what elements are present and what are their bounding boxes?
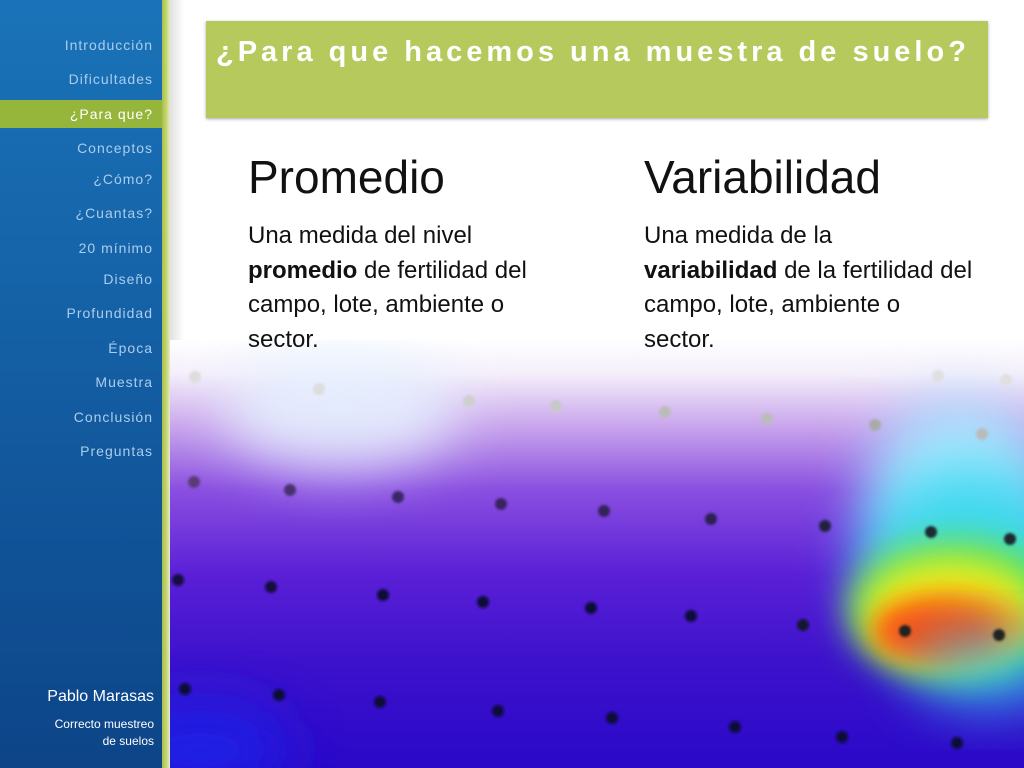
slide-title: ¿Para que hacemos una muestra de suelo? [216,36,970,68]
body-promedio-pre: Una medida del nivel [248,222,473,249]
sidebar-edge-divider [162,0,170,768]
heading-promedio: Promedio [248,151,445,203]
body-variabilidad [644,219,974,357]
body-promedio-post: de fertilidad del campo, lote, ambiente o sector. [248,256,527,353]
nav-item-introduccion[interactable]: Introducción [64,37,153,53]
nav-item-conceptos[interactable]: Conceptos [77,140,153,156]
author-name: Pablo Marasas [47,688,154,705]
nav-item-como[interactable]: ¿Cómo? [93,171,153,187]
body-variabilidad-pre: Una medida de la [644,222,833,249]
nav-item-cuantas[interactable]: ¿Cuantas? [75,205,153,221]
nav-item-muestra[interactable]: Muestra [95,374,153,390]
nav-item-dificultades[interactable]: Dificultades [68,71,153,87]
fertility-heatmap-image [170,340,1024,768]
slide-title-banner [206,21,988,118]
heading-variabilidad: Variabilidad [644,151,881,203]
sidebar-nav [0,0,162,768]
nav-item-20-minimo[interactable]: 20 mínimo [78,240,153,256]
nav-item-diseno[interactable]: Diseño [103,271,153,287]
subtitle-line-2: de suelos [102,734,154,748]
body-variabilidad-bold: variabilidad [644,256,778,284]
nav-item-profundidad[interactable]: Profundidad [66,305,153,321]
subtitle-line-1: Correcto muestreo [54,717,154,731]
nav-item-conclusion[interactable]: Conclusión [73,409,153,425]
presentation-subtitle [0,716,162,750]
body-variabilidad-post: de la fertilidad del campo, lote, ambiente o sector. [644,256,973,353]
body-promedio [248,219,548,357]
nav-item-epoca[interactable]: Época [108,340,153,356]
nav-item-para-que[interactable]: ¿Para que? [0,100,162,128]
body-promedio-bold: promedio [248,256,358,284]
nav-item-preguntas[interactable]: Preguntas [80,443,153,459]
